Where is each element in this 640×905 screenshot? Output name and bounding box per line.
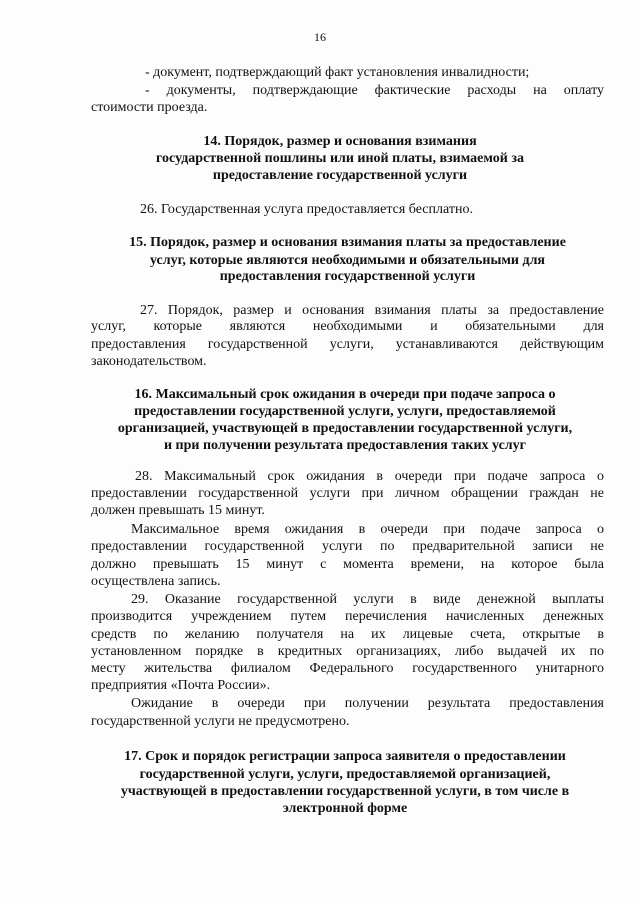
page-number: 16	[314, 30, 326, 44]
paragraph-line: средств по желанию получателя на их лицевые счета, открытые в	[91, 627, 604, 642]
section-heading: электронной форме	[282, 801, 408, 816]
paragraph-line: Максимальное время ожидания в очереди при подаче запроса о	[131, 522, 604, 537]
paragraph-line: месту жительства филиалом Федерального государственного унитарного	[91, 661, 604, 676]
section-heading: организацией, участвующей в предоставлении государственной услуги,	[117, 421, 573, 436]
paragraph-line: Ожидание в очереди при получении результата предоставления	[131, 696, 604, 711]
paragraph-line: предоставлении государственной услуги при личном обращении граждан не	[91, 486, 604, 501]
paragraph-line: предоставления государственной услуги, устанавливаются действующим	[91, 337, 604, 352]
paragraph-line: законодательством.	[91, 354, 207, 369]
paragraph-line: предоставлении государственной услуги по предварительной записи не	[91, 539, 604, 554]
section-heading: 16. Максимальный срок ожидания в очереди при подаче запроса о	[134, 387, 556, 402]
paragraph-line: государственной услуги не предусмотрено.	[91, 714, 350, 729]
section-heading: 14. Порядок, размер и основания взимания	[203, 134, 477, 149]
section-heading: предоставлении государственной услуги, услуги, предоставляемой	[134, 404, 556, 419]
section-heading: государственной услуги, услуги, предоставляемой организацией,	[139, 767, 551, 782]
section-heading: 17. Срок и порядок регистрации запроса заявителя о предоставлении	[124, 749, 566, 764]
paragraph-line: должен превышать 15 минут.	[91, 503, 265, 518]
paragraph-line: услуг, которые являются необходимыми и обязательными для	[91, 319, 604, 334]
list-item: - документы, подтверждающие фактические расходы на оплату	[145, 83, 604, 98]
paragraph-line: 26. Государственная услуга предоставляется бесплатно.	[140, 202, 473, 217]
section-heading: и при получении результата предоставления таких услуг	[163, 438, 527, 453]
paragraph-line: должно превышать 15 минут с момента времени, на которое была	[91, 557, 604, 572]
section-heading: предоставления государственной услуги	[219, 269, 476, 284]
paragraph-line: установленном порядке в кредитных организациях, либо выдачей их по	[91, 644, 604, 659]
text-line: стоимости проезда.	[91, 100, 208, 115]
paragraph-line: 27. Порядок, размер и основания взимания платы за предоставление	[140, 303, 604, 318]
paragraph-line: осуществлена запись.	[91, 574, 221, 589]
paragraph-line: 28. Максимальный срок ожидания в очереди при подаче запроса о	[135, 469, 604, 484]
paragraph-line: предприятия «Почта России».	[91, 678, 271, 693]
paragraph-line: 29. Оказание государственной услуги в виде денежной выплаты	[131, 592, 604, 607]
section-heading: государственной пошлины или иной платы, взимаемой за	[156, 151, 524, 166]
section-heading: услуг, которые являются необходимыми и обязательными для	[149, 253, 545, 268]
section-heading: 15. Порядок, размер и основания взимания платы за предоставление	[129, 235, 566, 250]
list-item: - документ, подтверждающий факт установления инвалидности;	[145, 65, 530, 80]
section-heading: участвующей в предоставлении государственной услуги, в том числе в	[120, 784, 570, 799]
section-heading: предоставление государственной услуги	[212, 168, 468, 183]
paragraph-line: производится учреждением путем перечисления начисленных денежных	[91, 609, 604, 624]
